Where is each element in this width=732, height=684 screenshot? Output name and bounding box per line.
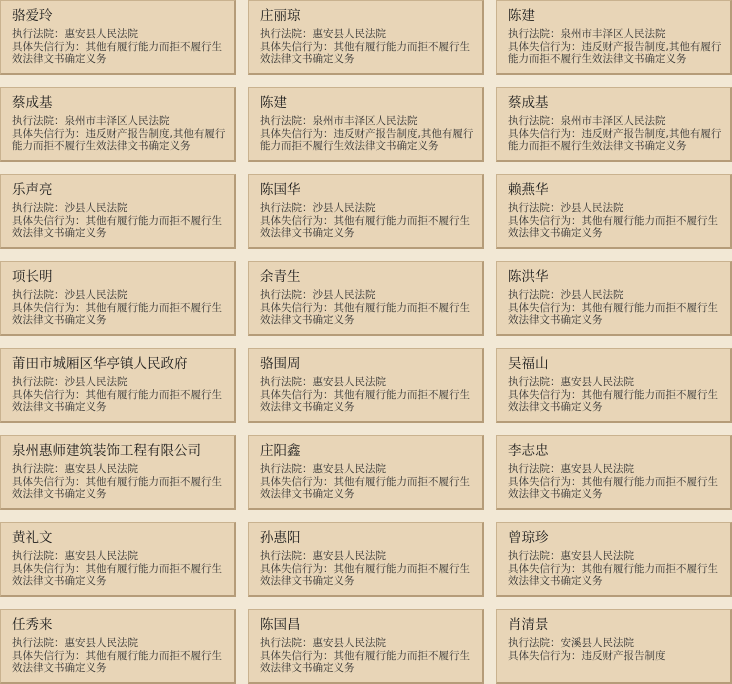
behavior-value: 其他有履行能力而拒不履行生效法律文书确定义务 [508,214,718,239]
court-value: 惠安县人民法院 [560,550,634,562]
debtor-name[interactable]: 蔡成基 [508,95,549,111]
behavior-label: 具体失信行为： [12,301,86,314]
court-value: 沙县人民法院 [64,202,128,214]
court-label: 执行法院： [12,463,65,475]
behavior-label: 具体失信行为： [12,127,86,140]
court-line [12,289,234,302]
debtor-card[interactable] [496,0,732,75]
court-value: 沙县人民法院 [560,202,624,214]
debtor-card[interactable] [248,522,484,597]
behavior-line [260,389,482,414]
court-label: 执行法院： [260,28,313,40]
court-line [12,28,234,41]
behavior-line [508,563,730,588]
court-line [12,202,234,215]
behavior-label: 具体失信行为： [12,388,86,401]
debtor-name[interactable]: 陈洪华 [508,269,549,285]
debtor-card[interactable] [0,522,236,597]
court-label: 执行法院： [12,202,65,214]
behavior-line [12,650,234,675]
court-line [260,289,482,302]
court-line [12,550,234,563]
behavior-label: 具体失信行为： [12,475,86,488]
court-label: 执行法院： [508,202,561,214]
court-value: 惠安县人民法院 [64,463,138,475]
behavior-label: 具体失信行为： [12,562,86,575]
behavior-value: 其他有履行能力而拒不履行生效法律文书确定义务 [508,301,718,326]
court-line [12,115,234,128]
court-value: 惠安县人民法院 [312,463,386,475]
behavior-value: 其他有履行能力而拒不履行生效法律文书确定义务 [260,562,470,587]
debtor-name[interactable]: 孙惠阳 [260,530,301,546]
court-value: 泉州市丰泽区人民法院 [312,115,418,127]
behavior-value: 违反财产报告制度,其他有履行能力而拒不履行生效法律文书确定义务 [508,127,722,152]
behavior-label: 具体失信行为： [260,127,334,140]
court-line [508,28,730,41]
behavior-label: 具体失信行为： [260,562,334,575]
court-line [12,637,234,650]
debtor-name[interactable]: 陈建 [260,95,287,111]
debtor-name[interactable]: 黄礼文 [12,530,53,546]
behavior-line [260,476,482,501]
debtor-name[interactable]: 骆围周 [260,356,301,372]
behavior-value: 违反财产报告制度 [581,649,666,662]
court-line [260,115,482,128]
debtor-name[interactable]: 陈国昌 [260,617,301,633]
behavior-label: 具体失信行为： [260,214,334,227]
behavior-value: 其他有履行能力而拒不履行生效法律文书确定义务 [508,388,718,413]
behavior-label: 具体失信行为： [508,475,582,488]
behavior-line [12,389,234,414]
debtor-name[interactable]: 蔡成基 [12,95,53,111]
debtor-card[interactable] [248,435,484,510]
court-value: 沙县人民法院 [560,289,624,301]
behavior-line [508,302,730,327]
debtor-name[interactable]: 庄阳鑫 [260,443,301,459]
debtor-name[interactable]: 肖清景 [508,617,549,633]
court-line [260,202,482,215]
behavior-label: 具体失信行为： [260,301,334,314]
court-value: 惠安县人民法院 [64,28,138,40]
debtor-card[interactable] [496,435,732,510]
court-value: 泉州市丰泽区人民法院 [560,115,666,127]
behavior-value: 其他有履行能力而拒不履行生效法律文书确定义务 [508,475,718,500]
debtor-card[interactable] [0,0,236,75]
behavior-label: 具体失信行为： [12,649,86,662]
debtor-card[interactable] [0,87,236,162]
court-value: 泉州市丰泽区人民法院 [64,115,170,127]
behavior-line [508,650,730,663]
court-label: 执行法院： [508,115,561,127]
court-value: 惠安县人民法院 [312,550,386,562]
behavior-value: 其他有履行能力而拒不履行生效法律文书确定义务 [260,649,470,674]
behavior-value: 违反财产报告制度,其他有履行能力而拒不履行生效法律文书确定义务 [12,127,226,152]
debtor-card[interactable] [248,174,484,249]
court-value: 惠安县人民法院 [560,463,634,475]
behavior-value: 其他有履行能力而拒不履行生效法律文书确定义务 [12,562,222,587]
court-value: 惠安县人民法院 [64,550,138,562]
court-value: 沙县人民法院 [312,202,376,214]
behavior-value: 违反财产报告制度,其他有履行能力而拒不履行生效法律文书确定义务 [508,40,722,65]
court-label: 执行法院： [260,289,313,301]
court-label: 执行法院： [12,376,65,388]
behavior-label: 具体失信行为： [12,40,86,53]
behavior-value: 其他有履行能力而拒不履行生效法律文书确定义务 [12,40,222,65]
court-label: 执行法院： [508,637,561,649]
behavior-label: 具体失信行为： [508,214,582,227]
debtor-name[interactable]: 庄丽琼 [260,8,301,24]
behavior-label: 具体失信行为： [508,388,582,401]
debtor-name[interactable]: 任秀来 [12,617,53,633]
court-label: 执行法院： [260,463,313,475]
court-line [508,115,730,128]
debtor-card[interactable] [248,348,484,423]
debtor-card[interactable] [496,87,732,162]
court-value: 泉州市丰泽区人民法院 [560,28,666,40]
behavior-label: 具体失信行为： [508,562,582,575]
behavior-value: 其他有履行能力而拒不履行生效法律文书确定义务 [260,40,470,65]
behavior-value: 其他有履行能力而拒不履行生效法律文书确定义务 [260,214,470,239]
court-line [508,202,730,215]
court-value: 惠安县人民法院 [312,637,386,649]
debtor-card[interactable] [0,348,236,423]
debtor-name[interactable]: 陈国华 [260,182,301,198]
debtor-name[interactable]: 骆爱玲 [12,8,53,24]
court-label: 执行法院： [508,376,561,388]
debtor-name[interactable]: 曾琼珍 [508,530,549,546]
behavior-label: 具体失信行为： [260,40,334,53]
behavior-line [12,476,234,501]
debtor-card[interactable] [248,87,484,162]
behavior-line [508,41,730,66]
debtor-card[interactable] [248,0,484,75]
court-line [260,376,482,389]
debtor-card[interactable] [0,435,236,510]
behavior-line [508,476,730,501]
court-value: 沙县人民法院 [64,289,128,301]
behavior-line [260,302,482,327]
behavior-line [260,563,482,588]
court-value: 安溪县人民法院 [560,637,634,649]
court-line [260,463,482,476]
court-value: 沙县人民法院 [64,376,128,388]
behavior-line [508,389,730,414]
court-line [508,289,730,302]
court-value: 惠安县人民法院 [312,376,386,388]
behavior-value: 其他有履行能力而拒不履行生效法律文书确定义务 [12,301,222,326]
debtor-name[interactable]: 项长明 [12,269,53,285]
court-label: 执行法院： [508,463,561,475]
debtor-name[interactable]: 乐声亮 [12,182,53,198]
behavior-line [12,215,234,240]
behavior-value: 其他有履行能力而拒不履行生效法律文书确定义务 [260,301,470,326]
court-label: 执行法院： [508,550,561,562]
behavior-line [12,563,234,588]
court-line [508,463,730,476]
court-line [508,550,730,563]
debtor-name[interactable]: 余青生 [260,269,301,285]
debtor-card[interactable] [248,609,484,684]
court-value: 沙县人民法院 [312,289,376,301]
behavior-line [12,302,234,327]
behavior-label: 具体失信行为： [508,301,582,314]
debtor-card[interactable] [0,174,236,249]
behavior-value: 其他有履行能力而拒不履行生效法律文书确定义务 [12,214,222,239]
behavior-label: 具体失信行为： [508,127,582,140]
court-value: 惠安县人民法院 [64,637,138,649]
court-line [12,463,234,476]
debtor-card[interactable] [0,609,236,684]
debtor-name[interactable]: 赖燕华 [508,182,549,198]
debtor-name[interactable]: 吴福山 [508,356,549,372]
debtor-card[interactable] [496,348,732,423]
behavior-line [12,128,234,153]
behavior-line [260,215,482,240]
behavior-line [12,41,234,66]
court-line [260,550,482,563]
debtor-card[interactable] [248,261,484,336]
behavior-label: 具体失信行为： [508,649,582,662]
behavior-line [260,650,482,675]
behavior-value: 违反财产报告制度,其他有履行能力而拒不履行生效法律文书确定义务 [260,127,474,152]
court-line [260,637,482,650]
court-line [508,637,730,650]
court-value: 惠安县人民法院 [312,28,386,40]
court-line [12,376,234,389]
behavior-label: 具体失信行为： [12,214,86,227]
debtor-name[interactable]: 李志忠 [508,443,549,459]
behavior-value: 其他有履行能力而拒不履行生效法律文书确定义务 [12,649,222,674]
court-label: 执行法院： [12,637,65,649]
behavior-value: 其他有履行能力而拒不履行生效法律文书确定义务 [260,388,470,413]
behavior-label: 具体失信行为： [260,475,334,488]
court-label: 执行法院： [260,202,313,214]
behavior-value: 其他有履行能力而拒不履行生效法律文书确定义务 [12,388,222,413]
court-label: 执行法院： [260,637,313,649]
court-label: 执行法院： [260,115,313,127]
behavior-line [508,215,730,240]
behavior-value: 其他有履行能力而拒不履行生效法律文书确定义务 [508,562,718,587]
court-label: 执行法院： [260,376,313,388]
debtor-card[interactable] [0,261,236,336]
behavior-value: 其他有履行能力而拒不履行生效法律文书确定义务 [12,475,222,500]
court-value: 惠安县人民法院 [560,376,634,388]
behavior-line [508,128,730,153]
court-line [260,28,482,41]
debtor-name[interactable]: 泉州惠师建筑装饰工程有限公司 [12,443,201,459]
court-label: 执行法院： [12,550,65,562]
court-label: 执行法院： [12,28,65,40]
behavior-label: 具体失信行为： [508,40,582,53]
debtor-card[interactable] [496,174,732,249]
court-label: 执行法院： [12,289,65,301]
debtor-card[interactable] [496,261,732,336]
debtor-name[interactable]: 莆田市城厢区华亭镇人民政府 [12,356,188,372]
court-label: 执行法院： [508,28,561,40]
debtor-card[interactable] [496,609,732,684]
behavior-line [260,41,482,66]
behavior-label: 具体失信行为： [260,649,334,662]
behavior-label: 具体失信行为： [260,388,334,401]
debtor-card[interactable] [496,522,732,597]
court-line [508,376,730,389]
behavior-line [260,128,482,153]
court-label: 执行法院： [260,550,313,562]
behavior-value: 其他有履行能力而拒不履行生效法律文书确定义务 [260,475,470,500]
court-label: 执行法院： [12,115,65,127]
debtor-name[interactable]: 陈建 [508,8,535,24]
court-label: 执行法院： [508,289,561,301]
